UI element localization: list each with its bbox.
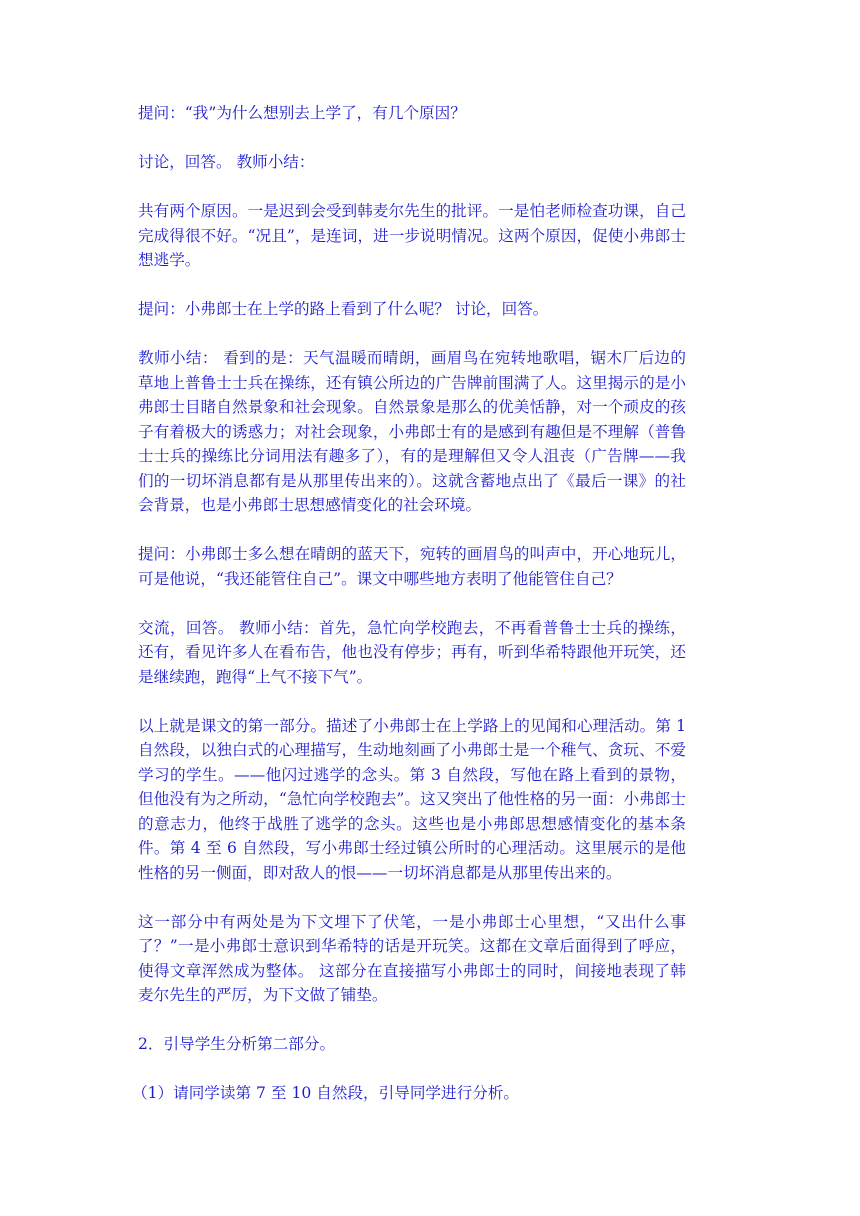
- question-paragraph: 提问：“我”为什么想别去上学了，有几个原因？: [138, 104, 466, 122]
- subsection-item: （1）请同学读第 7 至 10 自然段，引导同学进行分析。: [132, 1084, 519, 1102]
- section-heading: 2．引导学生分析第二部分。: [138, 1035, 336, 1053]
- analysis-paragraph: 这一部分中有两处是为下文埋下了伏笔，一是小弗郎士心里想，“又出什么事了？”一是小弗郎士意识到华希特的话是开玩笑。这都在文章后面得到了呼应，使得文章浑然成为整体。 这部分在直接描写小弗郎士的同时，间接地表现了韩麦尔先生的严厉，为下文做了铺垫。: [138, 912, 686, 1004]
- discussion-paragraph: 讨论，回答。 教师小结：: [138, 153, 315, 171]
- analysis-paragraph: 以上就是课文的第一部分。描述了小弗郎士在上学路上的见闻和心理活动。第 1 自然段，以独白式的心理描写，生动地刻画了小弗郎士是一个稚气、贪玩、不爱学习的学生。——他闪过逃学的念头。第 3 自然段，写他在路上看到的景物，但他没有为之所动，“急忙向学校跑去”。这又突出了他性格的另一面：小弗郎士的意志力，他终于战胜了逃学的念头。这些也是小弗郎思想感情变化的基本条件。第 4 至 6 自然段，写小弗郎士经过镇公所时的心理活动。这里展示的是他性格的另一侧面，即对敌人的恨——一切坏消息都是从那里传出来的。: [138, 716, 686, 882]
- summary-paragraph: 教师小结： 看到的是：天气温暖而晴朗，画眉鸟在宛转地歌唱，锯木厂后边的草地上普鲁士士兵在操练，还有镇公所边的广告牌前围满了人。这里揭示的是小弗郎士目睹自然景象和社会现象。自然景象是那么的优美恬静，对一个顽皮的孩子有着极大的诱惑力；对社会现象，小弗郎士有的是感到有趣但是不理解（普鲁士士兵的操练比分词用法有趣多了），有的是理解但又令人沮丧（广告牌——我们的一切坏消息都有是从那里传出来的）。这就含蓄地点出了《最后一课》的社会背景，也是小弗郎士思想感情变化的社会环境。: [138, 349, 686, 514]
- question-paragraph: 提问：小弗郎士多么想在晴朗的蓝天下，宛转的画眉鸟的叫声中，开心地玩儿，可是他说，“我还能管住自己”。课文中哪些地方表明了他能管住自己？: [138, 545, 686, 588]
- document-body: [132, 101, 686, 1130]
- question-paragraph: 提问：小弗郎士在上学的路上看到了什么呢？ 讨论，回答。: [138, 300, 549, 318]
- summary-paragraph: 交流，回答。 教师小结：首先，急忙向学校跑去，不再看普鲁士士兵的操练，还有，看见许多人在看布告，他也没有停步；再有，听到华希特跟他开玩笑，还是继续跑，跑得“上气不接下气”。: [138, 618, 686, 686]
- summary-paragraph: 共有两个原因。一是迟到会受到韩麦尔先生的批评。一是怕老师检查功课，自己完成得很不好。“况且”，是连词，进一步说明情况。这两个原因，促使小弗郎士想逃学。: [138, 202, 686, 269]
